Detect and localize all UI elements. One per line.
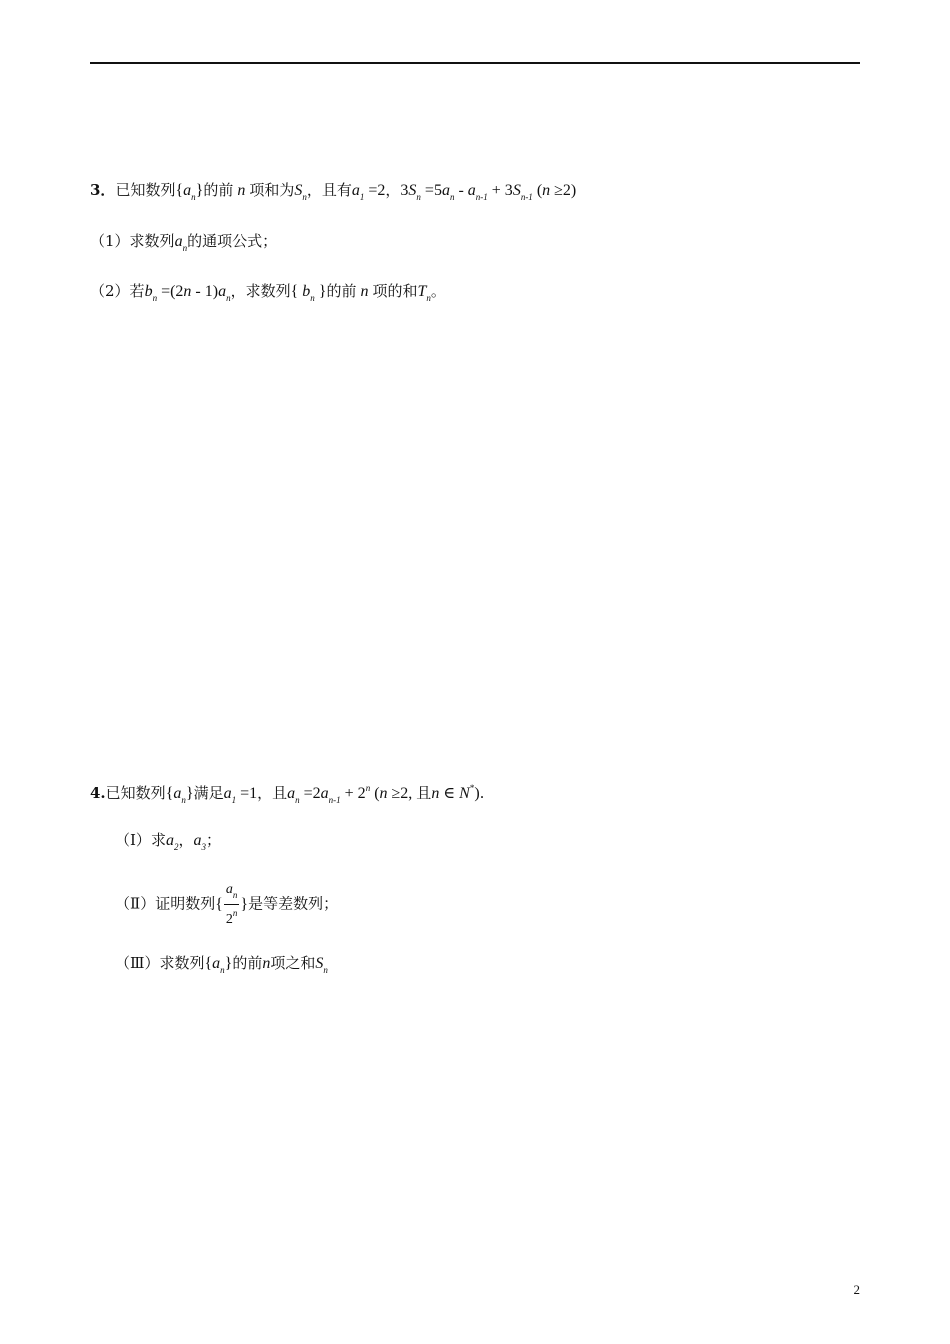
recurrence-formula-4: $a_n =2a_{n-1} + 2^n$ (n ≥2,: [287, 783, 417, 805]
problem-4-part-3: （Ⅲ）求数列$\{a_n\}$的前n项之和$S_n$: [115, 954, 328, 975]
problem-3-number: 3．: [90, 181, 116, 199]
page-number: 2: [853, 1282, 860, 1297]
problem-4-part-2: （Ⅱ）证明数列{ $\frac{a_n}{2^n}$ }是等差数列；: [115, 882, 339, 927]
fraction-an-over-2n: { $\frac{a_n}{2^n}$ }: [215, 882, 249, 927]
sequence-an: $\{a_n\}$: [175, 182, 204, 202]
initial-condition: $a_1 =2$: [351, 182, 386, 202]
header-rule: [90, 62, 860, 64]
problem-4-stem: 4.已知数列$\{a_n\}$满足$a_1 =1$，且$a_n =2a_{n-1} + 2^n$ (n ≥2, 且n ∈ N*).: [90, 783, 485, 805]
bn-formula: $b_n =(2n - 1)a_n$: [144, 283, 231, 303]
problem-3-part-1: （1）求数列$a_n$的通项公式；: [90, 232, 278, 253]
problem-3-part-2: （2）若$b_n =(2n - 1)a_n$，求数列{ $b_n$ }的前 n 项的和$T_n$。: [90, 282, 446, 303]
problem-4-part-1: （Ⅰ）求$a_2$，$a_3$；: [115, 831, 221, 852]
problem-4-number: 4.: [90, 784, 106, 802]
recurrence-formula: $3S_n =5a_n - a_{n-1} + 3S_{n-1}$ (n ≥2): [400, 182, 577, 202]
problem-3-stem: 3．已知数列$\{a_n\}$的前 n 项和为$S_n$，且有$a_1 =2$，$3S_n =5a_n - a_{n-1} + 3S_{n-1}$ (n ≥2): [90, 181, 577, 202]
